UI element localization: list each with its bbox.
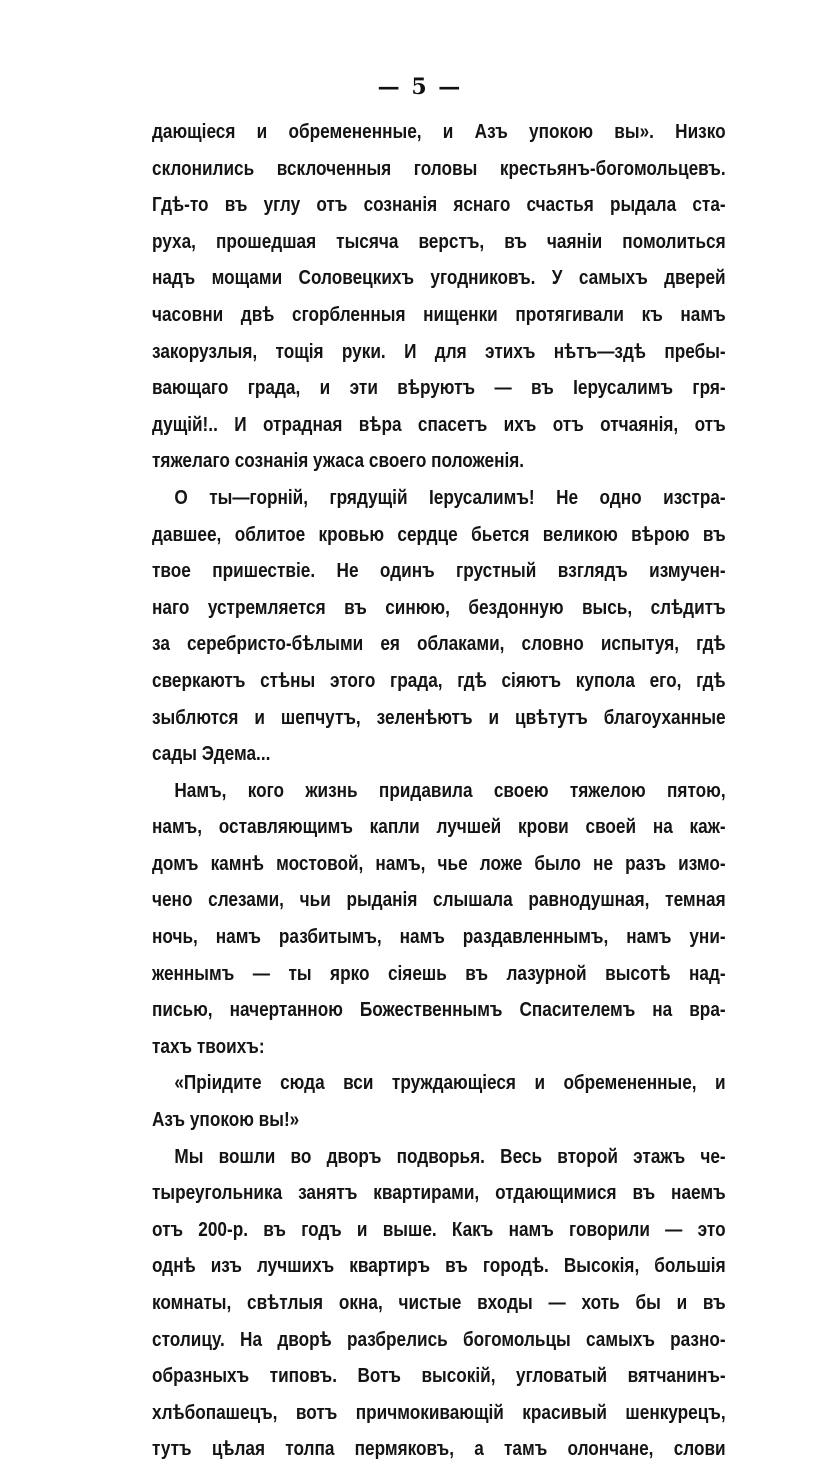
text-line: ночь, намъ разбитымъ, намъ раздавленнымъ, намъ уни- (152, 926, 726, 949)
text-line: «Пріидите сюда вси труждающіеся и обремененные, и (174, 1072, 726, 1095)
text-line: вающаго града, и эти вѣруютъ — въ Іерусалимъ гря- (152, 377, 726, 400)
text-line: давшее, облитое кровью сердце бьется великою вѣрою въ (152, 523, 726, 546)
text-line: склонились всклоченныя головы крестьянъ-богомольцевъ. (152, 157, 726, 180)
text-line: отъ 200-р. въ годъ и выше. Какъ намъ говорили — это (152, 1218, 726, 1241)
text-line: за серебристо-бѣлыми ея облаками, словно испытуя, гдѣ (152, 633, 726, 656)
text-line: твое пришествіе. Не одинъ грустный взглядъ измучен- (152, 560, 726, 583)
text-line: столицу. На дворѣ разбрелись богомольцы самыхъ разно- (152, 1328, 726, 1351)
text-line: надъ мощами Соловецкихъ угодниковъ. У самыхъ дверей (152, 267, 726, 290)
text-line: зыблются и шепчутъ, зеленѣютъ и цвѣтутъ благоуханные (152, 706, 726, 729)
text-line: наго устремляется въ синюю, бездонную высь, слѣдитъ (152, 596, 726, 619)
text-line: тутъ цѣлая толпа пермяковъ, а тамъ олончане, слови (152, 1438, 726, 1461)
text-line: намъ, оставляющимъ капли лучшей крови своей на каж- (152, 816, 726, 839)
text-line: дущій!.. И отрадная вѣра спасетъ ихъ отъ отчаянія, отъ (152, 413, 726, 436)
text-line: однѣ изъ лучшихъ квартиръ въ городѣ. Высокія, большія (152, 1255, 726, 1278)
text-line: чено слезами, чьи рыданія слышала равнодушная, темная (152, 889, 726, 912)
text-line: Мы вошли во дворъ подворья. Весь второй этажъ че- (174, 1145, 726, 1168)
text-line: тяжелаго сознанія ужаса своего положенія. (152, 450, 525, 473)
text-line: сверкаютъ стѣны этого града, гдѣ сіяютъ купола его, гдѣ (152, 669, 726, 692)
text-line: сады Эдема... (152, 743, 271, 766)
text-line: руха, прошедшая тысяча верстъ, въ чаяніи помолиться (152, 230, 726, 253)
text-line: О ты—горній, грядущій Іерусалимъ! Не одно изстра- (174, 486, 726, 509)
text-line: часовни двѣ сгорбленныя нищенки протягивали къ намъ (152, 303, 726, 326)
text-line: женнымъ — ты ярко сіяешь въ лазурной высотѣ над- (152, 962, 726, 985)
text-line: писью, начертанною Божественнымъ Спасителемъ на вра- (152, 999, 726, 1022)
page-number: — 5 — (377, 74, 463, 100)
text-body (152, 114, 726, 1468)
text-line: домъ камнѣ мостовой, намъ, чье ложе было не разъ измо- (152, 852, 726, 875)
text-line: образныхъ типовъ. Вотъ высокій, угловатый вятчанинъ- (152, 1365, 726, 1388)
text-line: Гдѣ-то въ углу отъ сознанія яснаго счастья рыдала ста- (152, 194, 726, 217)
text-line: Азъ упокою вы!» (152, 1109, 300, 1132)
text-line: дающіеся и обремененные, и Азъ упокою вы». Низко (152, 121, 726, 143)
text-line: тахъ твоихъ: (152, 1035, 265, 1058)
text-line: закорузлыя, тощія руки. И для этихъ нѣтъ—здѣ пребы- (152, 340, 726, 363)
text-line: комнаты, свѣтлыя окна, чистые входы — хоть бы и въ (152, 1292, 726, 1314)
text-line: хлѣбопашецъ, вотъ причмокивающій красивый шенкурецъ, (152, 1401, 726, 1424)
text-line: тыреугольника занятъ квартирами, отдающимися въ наемъ (152, 1182, 726, 1205)
text-line: Намъ, кого жизнь придавила своею тяжелою пятою, (174, 779, 726, 802)
